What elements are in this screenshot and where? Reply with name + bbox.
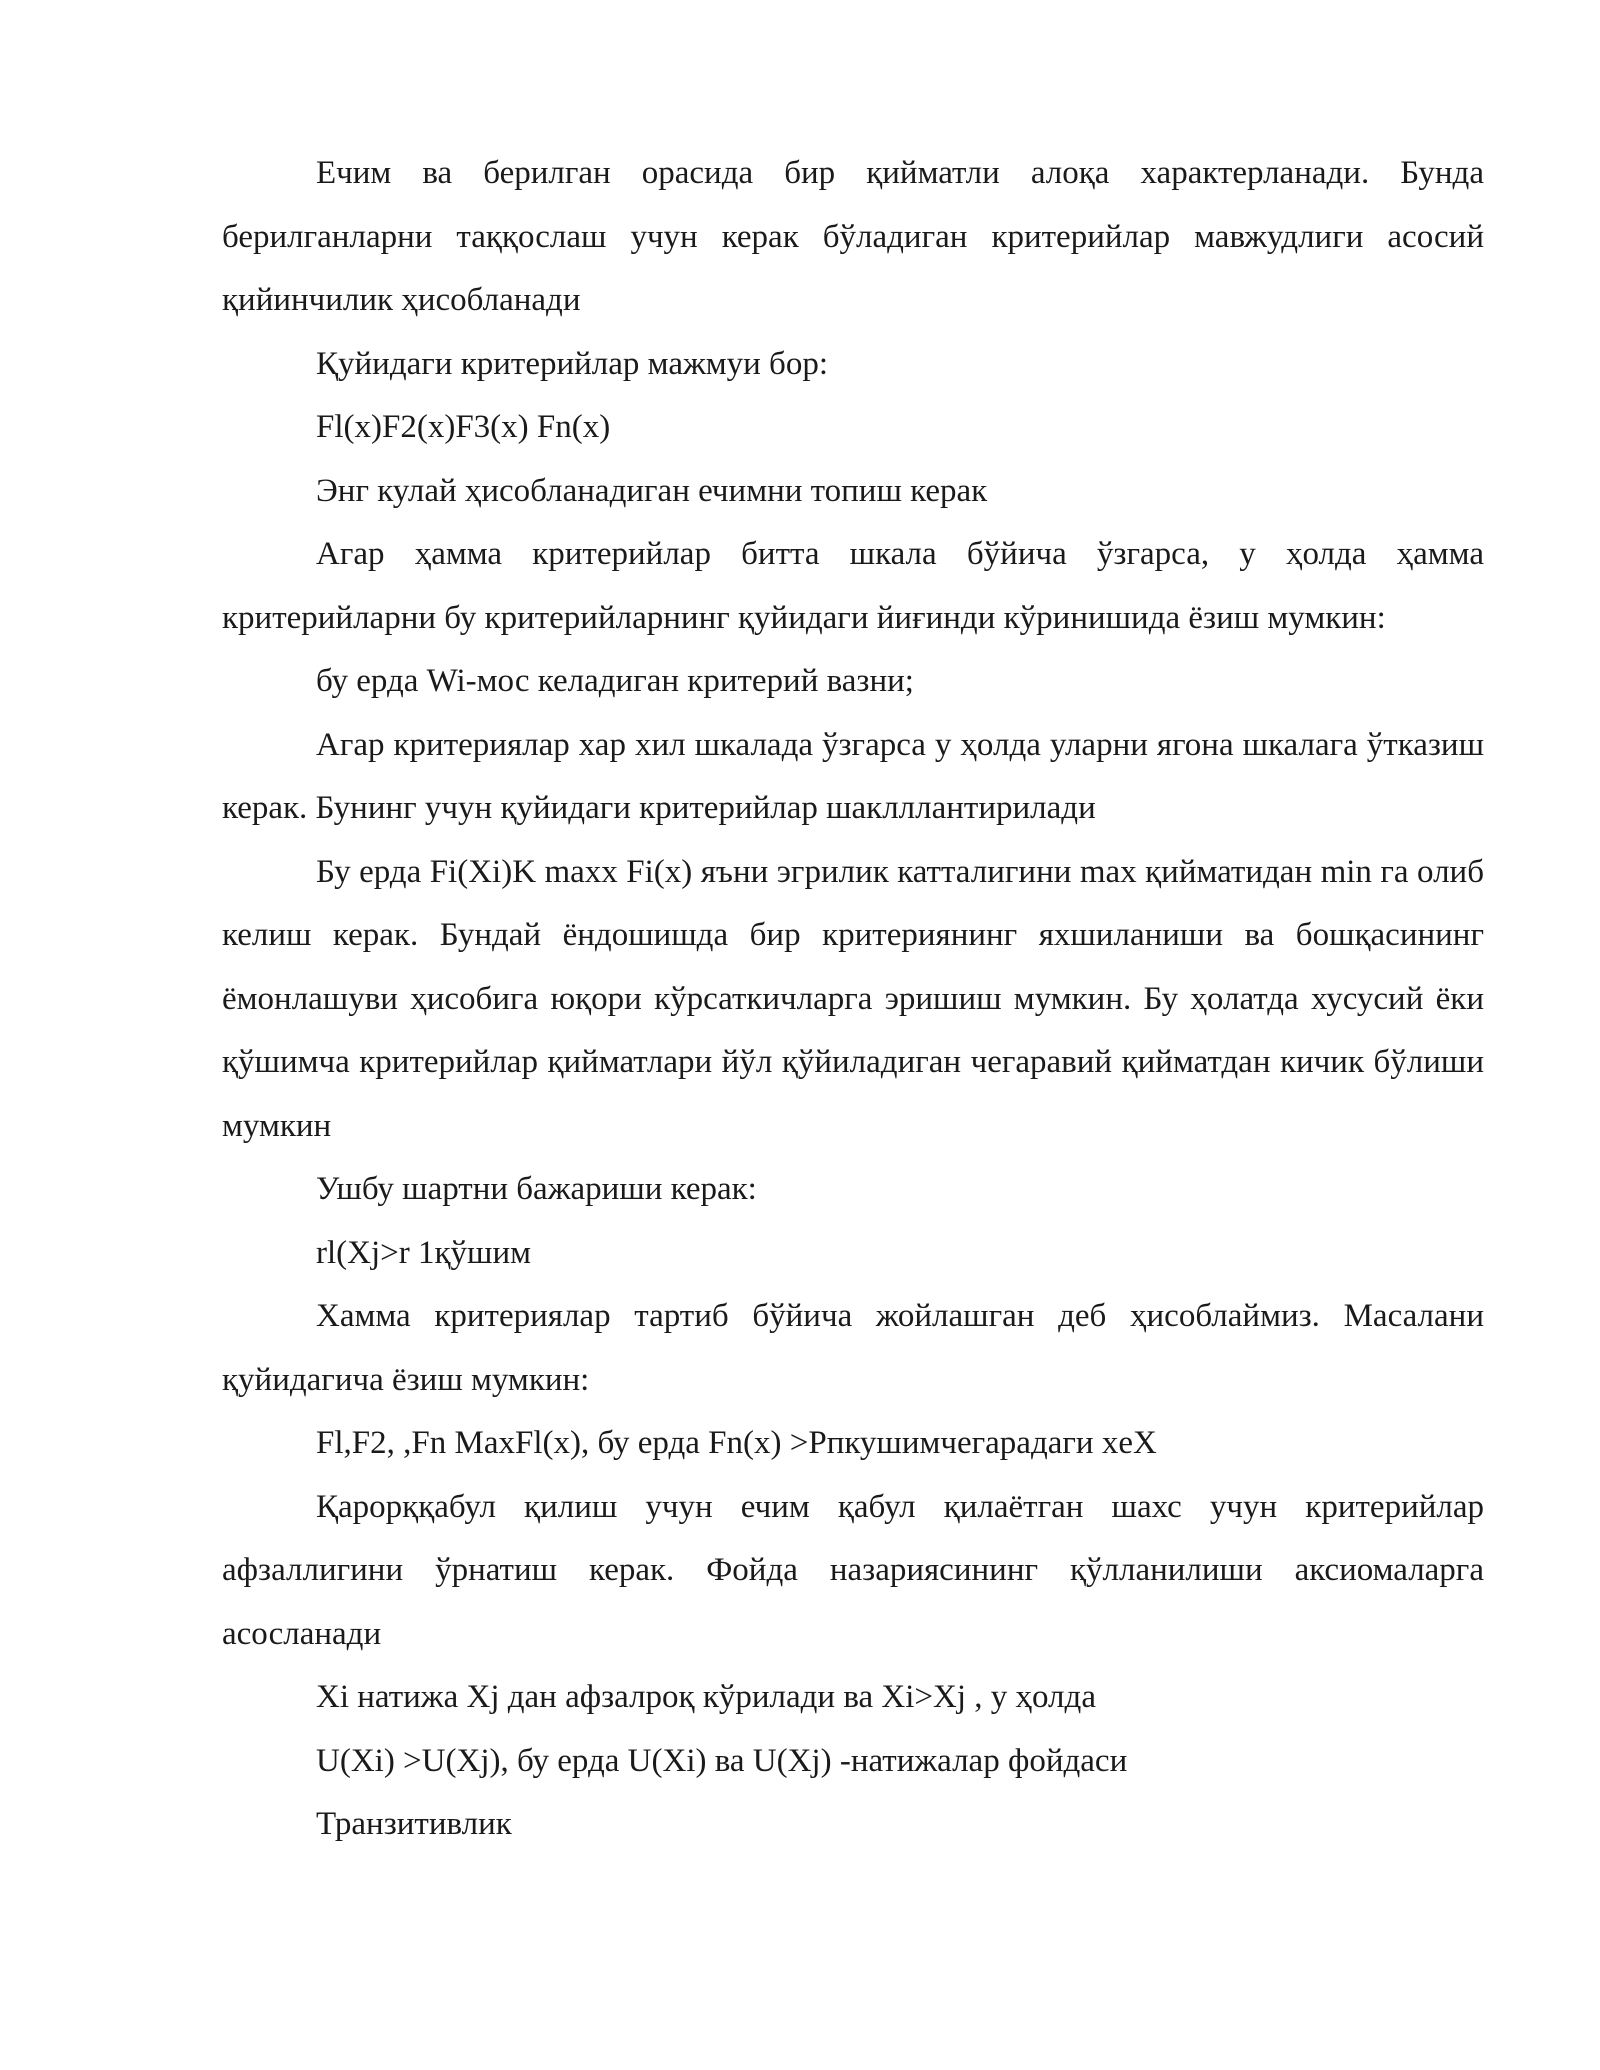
paragraph: Қарорққабул қилиш учун ечим қабул қилаётган шахс учун критерийлар афзаллигини ўрнатиш керак. Фойда назариясининг қўлланилиши аксиомаларга асосланади	[222, 1488, 1484, 1652]
paragraph: Бу ерда Fi(Xi)K maxx Fi(x) яъни эгрилик катталигини max қийматидан min га олиб келиш керак. Бундай ёндошишда бир критериянинг яхшиланиши ва бошқасининг ёмонлашуви ҳисобига юқори кўрсаткичларга эришиш мумкин. Бу ҳолатда хусусий ёки қўшимча критерийлар қийматлари йўл қўйиладиган чегаравий қийматдан кичик бўлиши мумкин	[222, 853, 1484, 1144]
formula-line: U(Xi) >U(Xj), бу ерда U(Xi) ва U(Xj) -натижалар фойдаси	[316, 1742, 1128, 1779]
paragraph: Транзитивлик	[316, 1806, 512, 1842]
paragraph: Xi натижа Xj дан афзалроқ кўрилади ва Xi>Xj , у ҳолда	[316, 1679, 1096, 1715]
paragraph: бу ерда Wi-мос келадиган критерий вазни;	[316, 663, 914, 699]
paragraph: Қуйидаги критерийлар мажмуи бор:	[316, 345, 829, 382]
formula-line: Fl,F2, ,Fn MaxFl(x), бу ерда Fn(x) >Рпкушимчегарадаги xeX	[316, 1425, 1157, 1461]
formula-line: rl(Xj>r 1қўшим	[316, 1234, 531, 1271]
paragraph: Энг кулай ҳисобланадиган ечимни топиш керак	[316, 472, 988, 509]
paragraph: Ечим ва берилган орасида бир қийматли алоқа характерланади. Бунда берилганларни таққослаш учун керак бўладиган критерийлар мавжудлиги асосий қийинчилик ҳисобланади	[222, 155, 1484, 318]
paragraph: Хамма критериялар тартиб бўйича жойлашган деб ҳисоблаймиз. Масалани қуйидагича ёзиш мумкин:	[222, 1298, 1484, 1398]
paragraph: Агар ҳамма критерийлар битта шкала бўйича ўзгарса, у ҳолда ҳамма критерийларни бу критерийларнинг қуйидаги йиғинди кўринишида ёзиш мумкин:	[222, 536, 1484, 636]
paragraph: Ушбу шартни бажариши керак:	[316, 1171, 757, 1207]
document-body	[222, 142, 1484, 1857]
paragraph: Агар критериялар хар хил шкалада ўзгарса у ҳолда уларни ягона шкалага ўтказиш керак. Бунинг учун қуйидаги критерийлар шаклллантирилади	[222, 726, 1484, 826]
formula-line: Fl(x)F2(x)F3(x) Fn(x)	[316, 409, 611, 445]
